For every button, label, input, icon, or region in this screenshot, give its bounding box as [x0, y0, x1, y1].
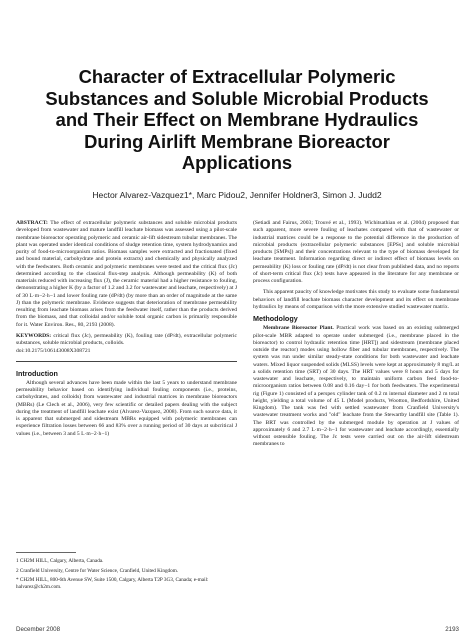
intro-paragraph: Although several advances have been made within the last 5 years to understand membrane permeability behavior based on identifying individual fouling components (i.e., proteins, carbohydrates, and colloids) from wastewater and industrial matrices in membrane bioreactors (MBRs) (Le Clech et al., 2006), very few scientific or detailed papers dealing with the subject during the treatment of landfill leachate exist (Alvarez-Vazquez, 2008). From such source data, it is apparent that submerged and sidestream MBRs equipped with polymeric membranes can experience filtration losses between 66 and 83% over a running period of 30 days at subcritical J values (i.e., between 3 and 5 L·m−2·h−1) [16, 379, 237, 437]
right-column [253, 220, 459, 453]
methodology-subhead: Membrane Bioreactor Plant. [263, 325, 334, 332]
methodology-paragraph [253, 325, 459, 448]
intro-heading: Introduction [16, 368, 58, 378]
keywords-text: critical flux (Jc), permeability (K), fouling rate (dP/dt), extracellular polymeric substances, soluble microbial products, colloids. [16, 332, 237, 346]
section-divider [16, 361, 237, 362]
footnote-3: * CH2M HILL, 800-6th Avenue SW, Suite 1500, Calgary, Alberta T2P 3G3, Canada; e-mail: halvarez@ch2m.com. [16, 577, 209, 590]
footnote-1: 1 CH2M HILL, Calgary, Alberta, Canada. [16, 558, 104, 564]
paper-title: Character of Extracellular Polymeric Substances and Soluble Microbial Products and Their Effect on Membrane Hydraulics During Airlift Membrane Bioreactor Applications [45, 66, 429, 173]
keywords [16, 333, 237, 348]
methodology-heading: Methodology [253, 314, 298, 323]
page-number: 2193 [445, 626, 459, 633]
page-footer [16, 626, 459, 633]
right-paragraph-1: (Setiadi and Fairus, 2003; Trouvé et al., 1993). Wichitsathian et al. (2004) proposed that such apparent, more severe fouling of leachates compared with that of wastewater or industrial matrices could be a response to the potential difference in the production of microbial products (extracellular polymeric substances [EPSs] and soluble microbial products [SMPs]) and their concentrations relevant to the type of biomass developed for leachate treatment. Information regarding direct or indirect effect of biomass levels on permeability (K) loss or fouling rate (dP/dt) is not clear from published data, and no reports of short-term critical flux (Jc) tests have appeared in the literature for any membrane or process configuration. [253, 220, 459, 284]
doi: doi:10.2175/106143008X308721 [16, 348, 91, 355]
abstract-label: ABSTRACT: [16, 220, 48, 226]
footer-date: December 2008 [16, 626, 61, 633]
abstract [16, 220, 237, 329]
footnote-divider [16, 552, 76, 553]
author-list: Hector Alvarez-Vazquez1*, Marc Pidou2, Jennifer Holdner3, Simon J. Judd2 [92, 190, 382, 200]
keywords-label: KEYWORDS: [16, 332, 52, 339]
footnotes [16, 552, 237, 593]
left-column [16, 220, 237, 442]
methodology-text: Practical work was based on an existing submerged pilot-scale MBR adapted to operate under submerged (i.e., membrane placed in the bioreactor) to control hydraulic retention time [HRT]) and sidestream (membrane placed outside the reactor) modes using hollow fiber and tubular membranes, respectively. The system was run under similar steady-state conditions for both wastewater and leachate waters. Mixed liquor suspended solids (MLSS) levels were kept at approximately 8 mg/L at a solids retention time (SRT) of 30 days. The HRT values were 8 hours and 5 days for wastewater and leachate, respectively, to maintain uniform carbon feed food-to-microorganism ratios between 0.08 and 0.16 day−1 for both feedwaters. The experimental rig (Figure 1) consisted of a perspex cylinder tank of 0.2 m internal diameter and 2 m total height, yielding a total volume of 45 L (Model products, Wootton, Bedfordshire, United Kingdom). The tank was fed with settled wastewater from Cranfield University's wastewater treatment works and "old" leachate from the Stewartby landfill site (Table 1). The BRT was controlled by the submerged module by operation at J values of approximately 6 and 2.7 L·m−2·h−1 for wastewater and leachate accordingly, essentially without ostensible fouling. The Jc tests were carried out on the air-lift sidestream membranes to [253, 325, 459, 448]
right-paragraph-2: This apparent paucity of knowledge motivates this study to evaluate some fundamental behaviors of landfill leachate biomass character development and its effect on membrane hydraulics by means of comparison with the more extensive studied wastewater matrix. [253, 289, 459, 310]
footnote-2: 2 Cranfield University, Centre for Water Science, Cranfield, United Kingdom. [16, 567, 179, 574]
abstract-text: The effect of extracellular polymeric substances and soluble microbial products developed from wastewater and mature landfill leachate biomass was assessed using a pilot-scale membrane bioreactor operating polymeric and ceramic air-lift sidestream tubular membranes. The plant was operated under identical conditions of sludge retention time, system hydrodynamics and purity of food-to-microorganism ratios. Biomass samples were extracted and fractionated (fixed and bound material, carbohydrate and protein extracts) and chemically and physically analyzed with the feedwaters. Both ceramic and polymeric membranes were tested and the critical flux (Jc) determined according to the classical flux-step analysis. Although permeability (K) of both materials reduced with increasing flux (J), the ceramic material had a higher resistance to fouling, demonstrating a higher K (by a factor of 1.2 and 3.2 for wastewater and leachate, respectively) at J of 30 L·m−2·h−1 and lower fouling rate (dP/dt) (by more than an order of magnitude at the same J) than the polymeric membrane. Evidence suggests that deterioration of membrane permeability resulting from leachate biomass arises from the feedwater itself, rather than the products derived from the biomass, and that colloidal and/or soluble total organic carbon is primarily responsible for it. Water Environ. Res., 80, 2193 (2008). [16, 220, 237, 328]
